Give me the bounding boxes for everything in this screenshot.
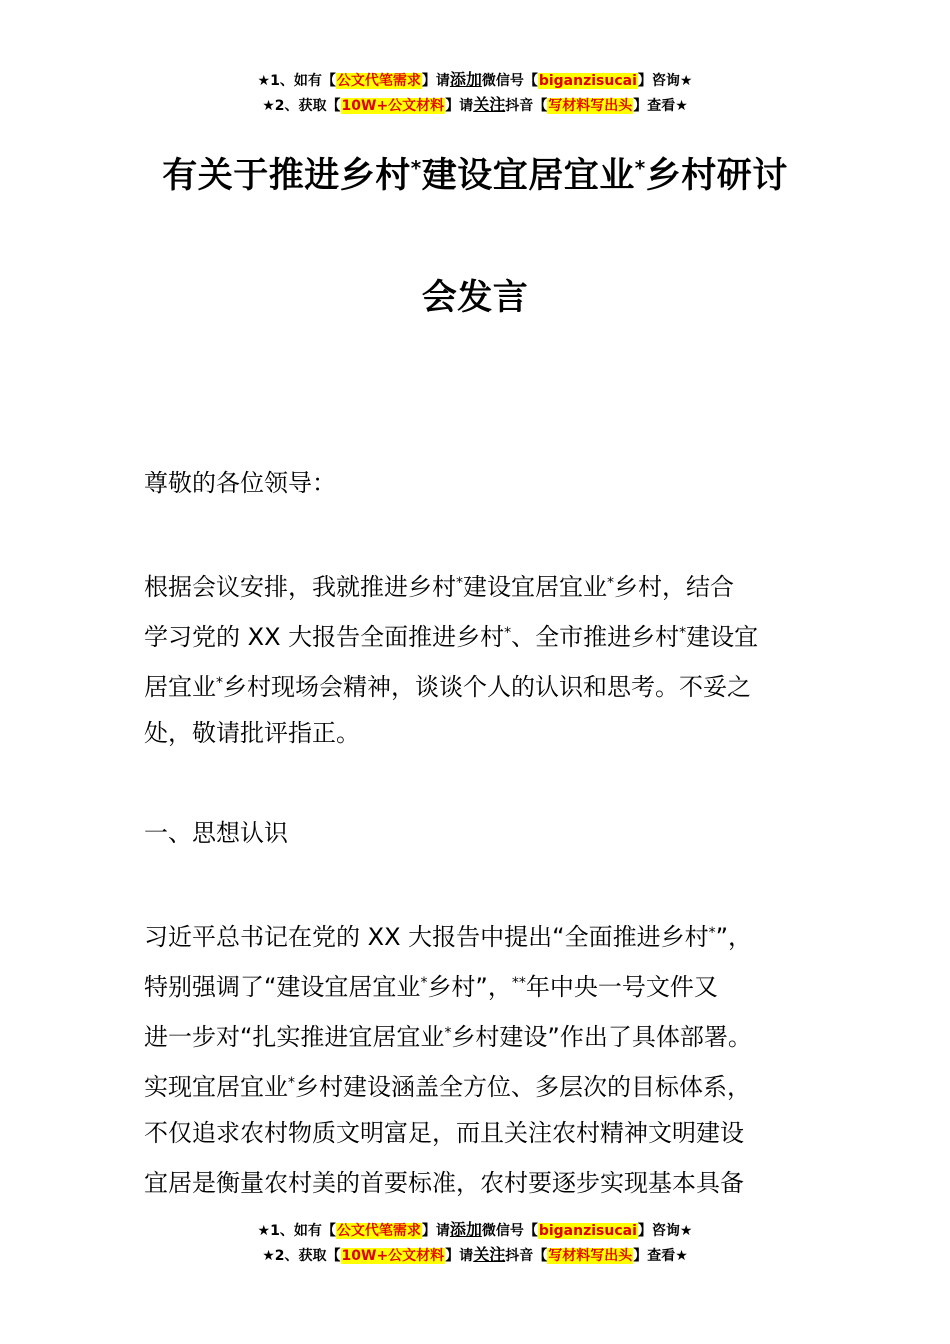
promo-emphasis: 添加 — [449, 1220, 482, 1239]
text-line — [144, 1158, 834, 1208]
text-segment: 乡村”， — [427, 973, 512, 1001]
wechat-id-highlight: biganzisucai — [538, 73, 637, 89]
text-line — [144, 658, 834, 708]
promo-text: 】查看★ — [633, 98, 688, 114]
promo-text: 】请 — [421, 73, 450, 89]
promo-text: 】咨询★ — [637, 1223, 693, 1239]
promo-highlight: 10W+公文材料 — [341, 98, 445, 114]
text-segment: 学习党的 XX 大报告全面推进乡村 — [144, 623, 505, 651]
text-line — [144, 708, 834, 758]
text-segment: 乡村现场会精神，谈谈个人的认识和思考。不妥之 — [223, 673, 751, 701]
promo-highlight: 10W+公文材料 — [341, 1248, 445, 1264]
asterisk-mark: ** — [511, 975, 526, 991]
text-segment: 乡村，结合 — [614, 573, 734, 601]
text-segment: 特别强调了“建设宜居宜业 — [144, 973, 421, 1001]
paragraph-intro — [144, 558, 834, 758]
text-segment: 宜居是衡量农村美的首要标准，农村要逐步实现基本具备 — [144, 1169, 744, 1197]
text-segment: 建设宜居宜业 — [463, 573, 607, 601]
promo-emphasis: 添加 — [449, 70, 482, 89]
blank-line — [144, 758, 834, 808]
douyin-id-highlight: 写材料写出头 — [548, 1248, 633, 1264]
text-segment: ”， — [715, 923, 753, 951]
asterisk-mark: * — [504, 625, 512, 641]
asterisk-mark: * — [420, 975, 428, 991]
promo-text: 】咨询★ — [637, 73, 693, 89]
promo-text: 抖音【 — [505, 1248, 548, 1264]
promo-text: 】请 — [445, 1248, 474, 1264]
blank-line — [144, 508, 834, 558]
paragraph-thought — [144, 908, 834, 1208]
promo-line-2 — [0, 93, 950, 118]
text-line — [144, 1058, 834, 1108]
title-text: 会发言 — [421, 278, 529, 318]
title-text: 有关于推进乡村 — [162, 156, 411, 196]
promo-text: ★2、获取【 — [262, 1248, 341, 1264]
promo-line-1 — [0, 68, 950, 93]
header-promo-banner — [0, 68, 950, 118]
blank-line — [144, 858, 834, 908]
promo-text: 】请 — [421, 1223, 450, 1239]
document-body — [144, 458, 834, 1208]
greeting: 尊敬的各位领导： — [144, 469, 336, 497]
text-line — [144, 908, 834, 958]
title-asterisk: * — [410, 156, 422, 180]
text-segment: 乡村建设”作出了具体部署。 — [451, 1023, 752, 1051]
asterisk-mark: * — [607, 575, 614, 591]
promo-line-2 — [0, 1243, 950, 1268]
text-segment: 实现宜居宜业 — [144, 1073, 288, 1101]
douyin-id-highlight: 写材料写出头 — [548, 98, 633, 114]
title-text: 建设宜居宜业 — [421, 156, 635, 196]
asterisk-mark: * — [288, 1075, 295, 1091]
text-segment: 乡村建设涵盖全方位、多层次的目标体系， — [295, 1073, 751, 1101]
promo-text: 】请 — [445, 98, 474, 114]
promo-text: ★1、如有【 — [257, 1223, 336, 1239]
text-segment: 进一步对“扎实推进宜居宜业 — [144, 1023, 445, 1051]
title-asterisk: * — [634, 156, 646, 180]
title-text: 乡村研讨 — [645, 156, 788, 196]
promo-highlight: 公文代笔需求 — [336, 1223, 421, 1239]
promo-text: ★2、获取【 — [262, 98, 341, 114]
asterisk-mark: * — [708, 925, 716, 941]
promo-emphasis: 关注 — [473, 1245, 506, 1264]
text-segment: 居宜业 — [144, 673, 216, 701]
asterisk-mark: * — [456, 575, 463, 591]
asterisk-mark: * — [444, 1025, 452, 1041]
footer-promo-banner — [0, 1218, 950, 1268]
text-line — [144, 958, 834, 1008]
text-segment: 处，敬请批评指正。 — [144, 719, 360, 747]
text-segment: 根据会议安排，我就推进乡村 — [144, 573, 456, 601]
text-line — [144, 608, 834, 658]
document-title-line-2 — [0, 270, 950, 320]
promo-highlight: 公文代笔需求 — [336, 73, 421, 89]
text-segment: 建设宜 — [686, 623, 759, 651]
promo-text: ★1、如有【 — [257, 73, 336, 89]
promo-line-1 — [0, 1218, 950, 1243]
document-title-line-1 — [0, 148, 950, 198]
wechat-id-highlight: biganzisucai — [538, 1223, 637, 1239]
promo-text: 抖音【 — [505, 98, 548, 114]
text-line — [144, 1008, 834, 1058]
section-heading: 一、思想认识 — [144, 819, 288, 847]
asterisk-mark: * — [216, 675, 223, 691]
text-segment: 年中央一号文件又 — [525, 973, 718, 1001]
text-segment: 习近平总书记在党的 XX 大报告中提出“全面推进乡村 — [144, 923, 709, 951]
text-line — [144, 558, 834, 608]
promo-text: 微信号【 — [481, 1223, 538, 1239]
text-segment: 不仅追求农村物质文明富足，而且关注农村精神文明建设 — [144, 1119, 744, 1147]
promo-text: 微信号【 — [481, 73, 538, 89]
text-line — [144, 1108, 834, 1158]
promo-emphasis: 关注 — [473, 95, 506, 114]
promo-text: 】查看★ — [633, 1248, 688, 1264]
asterisk-mark: * — [679, 625, 687, 641]
text-segment: 、全市推进乡村 — [511, 623, 680, 651]
